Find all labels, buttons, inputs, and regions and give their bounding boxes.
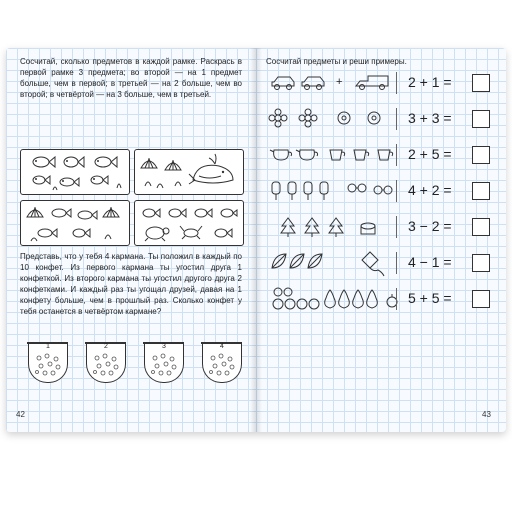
equation-3: 2 + 5 = (408, 146, 452, 162)
equation-1: 2 + 1 = (408, 74, 452, 90)
candy-dots (29, 342, 67, 382)
row-divider (396, 72, 397, 94)
pocket-1 (28, 342, 68, 383)
row-divider (396, 288, 397, 310)
row-divider (396, 216, 397, 238)
equation-6: 4 − 1 = (408, 254, 452, 270)
open-workbook (6, 48, 506, 432)
apple-pear-icons (270, 286, 410, 312)
picture-frame-4 (134, 200, 244, 246)
equation-4: 4 + 2 = (408, 182, 452, 198)
equation-2: 3 + 3 = (408, 110, 452, 126)
pocket-4 (202, 342, 242, 383)
row-divider (396, 180, 397, 202)
pocket-2 (86, 342, 126, 383)
page-number-left: 42 (16, 410, 25, 419)
pocket-number: 4 (220, 343, 224, 350)
turtle-crab-illustration (135, 201, 243, 245)
left-page (6, 48, 256, 432)
row-divider (396, 252, 397, 274)
picture-frame-1 (20, 149, 130, 195)
task1-text: Сосчитай, сколько предметов в каждой рамке. Раскрась в первой рамке 3 предмета; во второй — на 1 предмет больше, чем в первой; в третьей — на 2 больше, чем во второй; в четвёртой — на 3 больше, чем в третьей. (20, 57, 242, 99)
page-number-right: 43 (482, 410, 491, 419)
pocket-number: 1 (46, 343, 50, 350)
row-divider (396, 108, 397, 130)
icecream-glasses-icons (270, 180, 410, 204)
answer-box-6[interactable] (472, 254, 490, 272)
answer-box-5[interactable] (472, 218, 490, 236)
answer-box-4[interactable] (472, 182, 490, 200)
leaf-kite-icons (270, 252, 410, 274)
right-page (256, 48, 506, 432)
teapot-cup-icons (270, 144, 410, 166)
flower-donut-icons (270, 108, 410, 130)
answer-box-2[interactable] (472, 110, 490, 128)
pocket-3 (144, 342, 184, 383)
answer-box-3[interactable] (472, 146, 490, 164)
answer-box-7[interactable] (472, 290, 490, 308)
candy-dots (87, 342, 125, 382)
picture-frame-3 (20, 200, 130, 246)
candy-dots (203, 342, 241, 382)
equation-5: 3 − 2 = (408, 218, 452, 234)
shell-whale-illustration (135, 150, 243, 194)
pocket-number: 2 (104, 343, 108, 350)
shell-fish-illustration (21, 201, 129, 245)
equation-7: 5 + 5 = (408, 290, 452, 306)
task2-text: Представь, что у тебя 4 кармана. Ты положил в каждый по 10 конфет. Из первого кармана ты угостил друга 1 конфеткой. Из второго кармана ты угостил другого друга 2 конфетками. И каждый раз ты угощал друзей, давая на 1 конфету больше, чем в прошлый раз. Сколько конфет у тебя останется в четвёртом кармане? (20, 252, 242, 316)
picture-frame-2 (134, 149, 244, 195)
fish-illustration (21, 150, 129, 194)
tree-stump-icons (270, 216, 410, 240)
candy-dots (145, 342, 183, 382)
row-divider (396, 144, 397, 166)
answer-box-1[interactable] (472, 74, 490, 92)
pocket-number: 3 (162, 343, 166, 350)
plus-sign: + (336, 76, 343, 88)
task-heading: Сосчитай предметы и реши примеры. (266, 57, 407, 66)
